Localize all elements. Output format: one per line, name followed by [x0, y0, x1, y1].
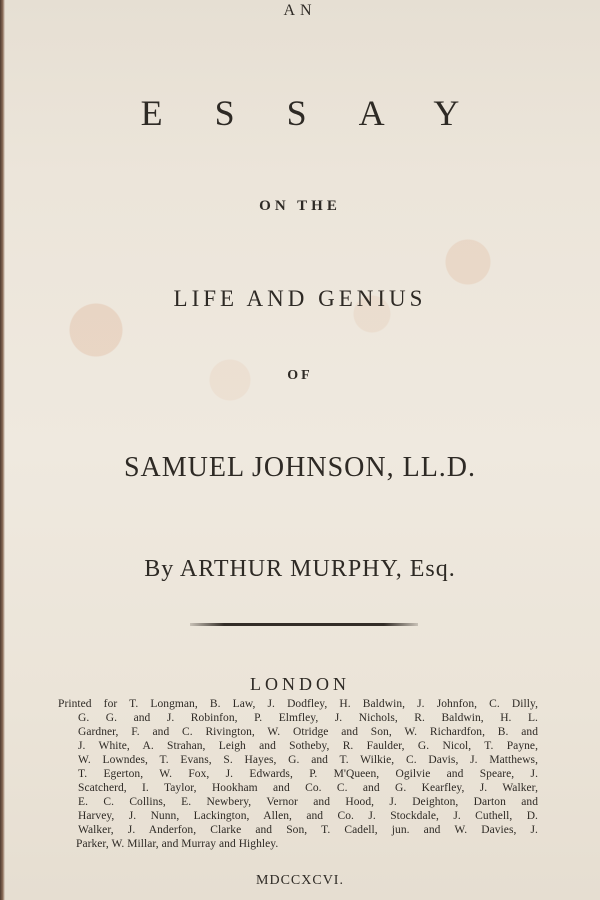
- imprint-line: J. White, A. Strahan, Leigh and Sotheby, R. Faulder, G. Nicol, T. Payne,: [78, 740, 538, 752]
- imprint-line: W. Lowndes, T. Evans, S. Hayes, G. and T. Wilkie, C. Davis, J. Matthews,: [78, 754, 538, 766]
- imprint-line: T. Egerton, W. Fox, J. Edwards, P. M'Queen, Ogilvie and Speare, J.: [78, 768, 538, 780]
- imprint-line: G. G. and J. Robinfon, P. Elmfley, J. Nichols, R. Baldwin, H. L.: [78, 712, 538, 724]
- imprint-line: Parker, W. Millar, and Murray and Highley.: [76, 838, 279, 850]
- publication-date: MDCCXCVI.: [256, 873, 344, 888]
- preamble-text: AN: [283, 2, 317, 19]
- title-connector: ON THE: [259, 198, 341, 214]
- decorative-rule: [190, 623, 418, 626]
- subject-name: SAMUEL JOHNSON, LL.D.: [123, 452, 477, 483]
- imprint-line: Printed for T. Longman, B. Law, J. Dodfley, H. Baldwin, J. Johnfon, C. Dilly,: [58, 698, 538, 710]
- imprint-line: Gardner, F. and C. Rivington, W. Otridge and Son, W. Richardfon, B. and: [78, 726, 538, 738]
- title-subject: LIFE AND GENIUS: [173, 286, 427, 311]
- book-title: ESSAY: [140, 93, 512, 133]
- imprint-line: Walker, J. Anderfon, Clarke and Son, T. Cadell, jun. and W. Davies, J.: [78, 824, 538, 836]
- imprint-line: Harvey, J. Nunn, Lackington, Allen, and Co. J. Stockdale, J. Cuthell, D.: [78, 810, 538, 822]
- imprint-line: E. C. Collins, E. Newbery, Vernor and Hood, J. Deighton, Darton and: [78, 796, 538, 808]
- printer-imprint: [58, 697, 538, 851]
- place-of-publication: LONDON: [250, 674, 350, 694]
- author-line: By ARTHUR MURPHY, Esq.: [144, 556, 456, 582]
- imprint-line: Scatcherd, I. Taylor, Hookham and Co. C. and G. Kearfley, J. Walker,: [78, 782, 538, 794]
- title-of: OF: [287, 368, 313, 383]
